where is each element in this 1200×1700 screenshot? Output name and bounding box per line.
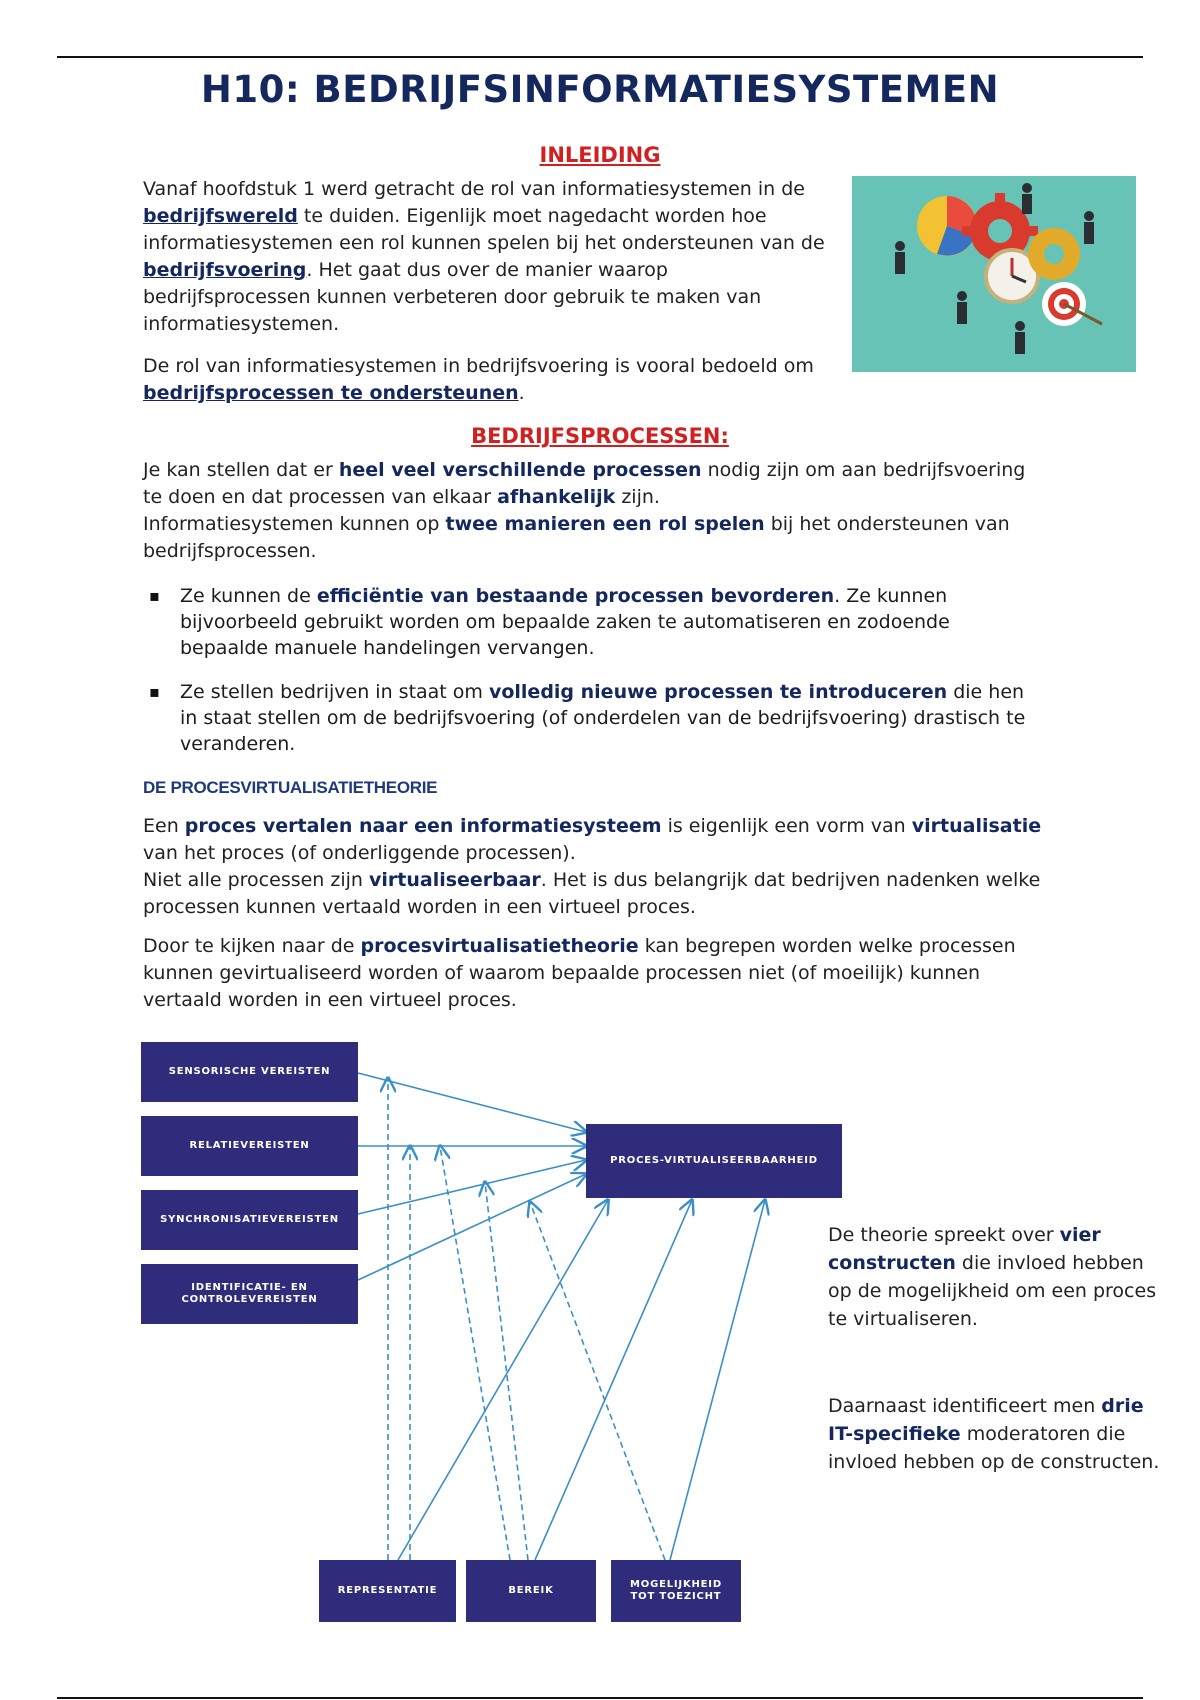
inleiding-paragraph-1: Vanaf hoofdstuk 1 werd getracht de rol van informatiesystemen in de bedrijfswereld te duiden. Eigenlijk moet nagedacht worden hoe informatiesystemen een rol kunnen spelen bij het ondersteunen van de bedrijfsvoering. Het gaat dus over de manier waarop bedrijfsprocessen kunnen verbeteren door gebruik te maken van informatiesystemen. — [143, 178, 825, 335]
list-item: ▪ Ze stellen bedrijven in staat om volledig nieuwe processen te introduceren die hen in staat stellen om de bedrijfsvoering (of onderdelen van de bedrijfsvoering) drastisch te veranderen. — [143, 679, 1043, 757]
dashed-arrow-bereik-synchronisatie — [485, 1182, 528, 1560]
inleiding-paragraph-2: De rol van informatiesystemen in bedrijfsvoering is vooral bedoeld om bedrijfsprocessen te ondersteunen. — [143, 355, 814, 404]
construct-box-identificatie: IDENTIFICATIE- EN CONTROLEVEREISTEN — [141, 1264, 358, 1324]
arrow-synchronisatie-to-target — [358, 1160, 586, 1214]
top-rule — [57, 56, 1143, 58]
page-title: H10: BEDRIJFSINFORMATIESYSTEMEN — [200, 68, 1000, 111]
arrow-identificatie-to-target — [358, 1174, 586, 1280]
moderator-box-bereik: BEREIK — [466, 1560, 596, 1622]
processen-paragraph: Je kan stellen dat er heel veel verschillende processen nodig zijn om aan bedrijfsvoering te doen en dat processen van elkaar afhankelijk zijn. Informatiesystemen kunnen op twee manieren een rol spelen bij het ondersteunen van bedrijfsprocessen. — [143, 459, 1026, 562]
side-note-moderatoren: Daarnaast identificeert men drie IT-specifieke moderatoren die invloed hebben op de constructen. — [828, 1395, 1160, 1473]
subheading-procesvirtualisatietheorie: DE PROCESVIRTUALISATIETHEORIE — [143, 778, 438, 797]
construct-box-relatie: RELATIEVEREISTEN — [141, 1116, 358, 1176]
section-heading-inleiding: INLEIDING — [539, 143, 661, 167]
term-bedrijfswereld: bedrijfswereld — [143, 205, 298, 227]
term-bedrijfsvoering: bedrijfsvoering — [143, 259, 307, 281]
moderator-box-toezicht: MOGELIJKHEID TOT TOEZICHT — [611, 1560, 741, 1622]
side-note-constructen: De theorie spreekt over vier constructen die invloed hebben op de mogelijkheid om een proces te virtualiseren. — [828, 1224, 1157, 1330]
bottom-rule — [57, 1697, 1143, 1699]
processen-bullet-list — [143, 583, 1043, 775]
arrow-representatie-to-target — [398, 1200, 608, 1560]
theorie-paragraph-2: Door te kijken naar de procesvirtualisatietheorie kan begrepen worden welke processen kunnen gevirtualiseerd worden of waarom bepaalde processen niet (of moeilijk) kunnen vertaald worden in een virtueel proces. — [143, 935, 1016, 1011]
theorie-paragraph-1: Een proces vertalen naar een informatiesysteem is eigenlijk een vorm van virtualisatie van het proces (of onderliggende processen). Niet alle processen zijn virtualiseerbaar. Het is dus belangrijk dat bedrijven nadenken welke processen kunnen vertaald worden in een virtueel proces. — [143, 815, 1042, 918]
dashed-arrow-toezicht-identificatie — [530, 1202, 665, 1560]
term-bedrijfsprocessen-ondersteunen: bedrijfsprocessen te ondersteunen — [143, 382, 519, 404]
arrow-toezicht-to-target — [670, 1200, 765, 1560]
arrow-sensorisch-to-target — [358, 1073, 586, 1132]
arrow-bereik-to-target — [535, 1200, 692, 1560]
dashed-arrow-bereik-relatie — [440, 1146, 510, 1560]
target-box-proces-virtualiseerbaarheid: PROCES-VIRTUALISEERBAARHEID — [586, 1124, 842, 1198]
moderator-box-representatie: REPRESENTATIE — [319, 1560, 456, 1622]
section-heading-bedrijfsprocessen: BEDRIJFSPROCESSEN: — [471, 424, 729, 448]
business-gears-illustration-icon — [852, 176, 1136, 372]
construct-box-synchronisatie: SYNCHRONISATIEVEREISTEN — [141, 1190, 358, 1250]
list-item: ▪ Ze kunnen de efficiëntie van bestaande processen bevorderen. Ze kunnen bijvoorbeeld gebruikt worden om bepaalde zaken te automatiseren en zodoende bepaalde manuele handelingen vervangen. — [143, 583, 1043, 661]
construct-box-sensorisch: SENSORISCHE VEREISTEN — [141, 1042, 358, 1102]
